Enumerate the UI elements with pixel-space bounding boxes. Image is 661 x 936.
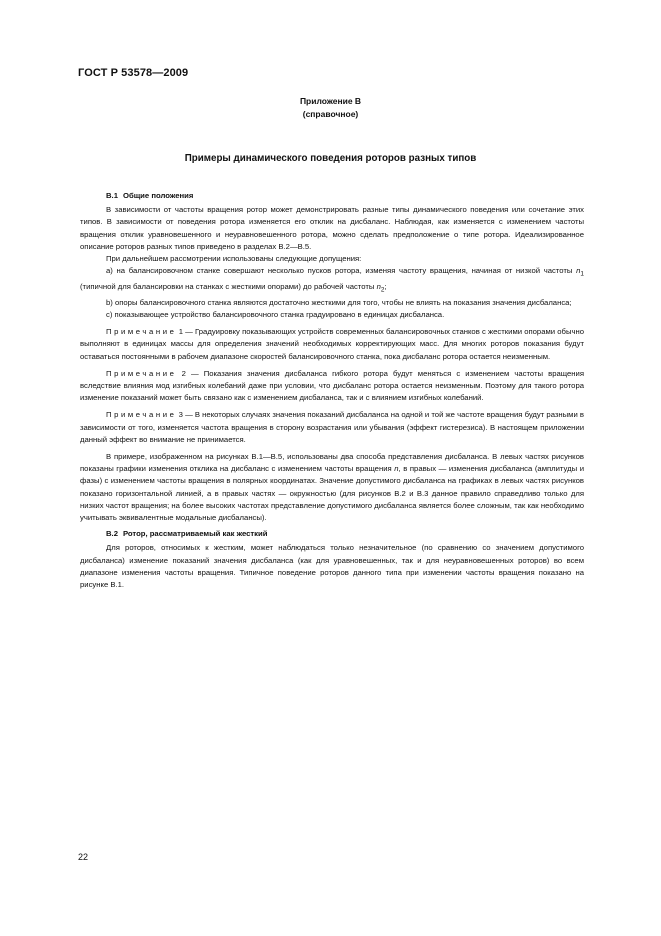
document-body (80, 190, 584, 591)
section-title: Ротор, рассматриваемый как жесткий (122, 529, 268, 539)
note-label: Примечание (106, 368, 177, 378)
list-item-c: c) показывающее устройство балансировочного станка градуировано в единицах дисбаланса. (106, 309, 445, 319)
paragraph: Для роторов, относимых к жестким, может наблюдаться только незначительное (по сравнению со значением допустимого дисбаланса) изменение показаний значения дисбаланса (как для уравновешенных, так и для неуравновешенных роторов) во всем диапазоне изменения частоты вращения. Типичное поведение роторов данного типа при изменении частоты вращения показано на рисунке В.1. (80, 543, 584, 589)
note-label: Примечание (106, 327, 177, 337)
section-title: Общие положения (122, 191, 194, 200)
note-3: Примечание 3 — В некоторых случаях значения показаний дисбаланса на одной и той же частоте вращения будут разными в зависимости от того, изменяется частота вращения в сторону возрастания или убывания (эффект гистерезиса). В настоящем приложении данный эффект во внимание не принимается. (80, 410, 584, 444)
section-heading-b1 (80, 190, 584, 202)
paragraph: При дальнейшем рассмотрении использованы следующие допущения: (106, 254, 362, 264)
standard-header: ГОСТ Р 53578—2009 (78, 67, 189, 79)
annex-main-title: Примеры динамического поведения роторов разных типов (184, 153, 477, 164)
list-item-b: b) опоры балансировочного станка являются достаточно жесткими для того, чтобы не влиять на показания значения дисбаланса; (106, 297, 572, 307)
annex-title: Приложение В (299, 96, 362, 106)
section-heading-b2 (80, 528, 584, 540)
list-item-a: а) на балансировочном станке совершают несколько пусков ротора, изменяя частоту вращения, начиная от низкой частоты $n_1$ (типичной для балансировки на станках с жесткими опорами) до рабочей частоты $n_2$; (80, 266, 584, 294)
annex-status: (справочное) (302, 109, 359, 119)
note-label: Примечание (106, 410, 177, 420)
annex-heading (0, 95, 661, 121)
section-number: В.2 (106, 529, 118, 539)
paragraph: В зависимости от частоты вращения ротор может демонстрировать разные типы динамического поведения или сочетание этих типов. В зависимости от поведения ротора изменяется его отклик на дисбаланс. Наблюдая, как изменяется с изменением частоты вращения отклик уравновешенного и неуравновешенного ротора, можно сделать предположение о типе ротора. Идеализированное описание роторов разных типов приведено в разделах В.2—В.5. (80, 205, 584, 251)
paragraph: В примере, изображенном на рисунках В.1—В.5, использованы два способа представления дисбаланса. В левых частях рисунков показаны графики изменения отклика на дисбаланс с изменением частоты вращения n, в правых — изменения дисбаланса (амплитуды и фазы) с изменением частоты вращения в полярных координатах. Значение допустимого дисбаланса на графиках в левых частях рисунков показано горизонтальной линией, а в правых частях — окружностью (для рисунков В.2 и В.3 данное правило справедливо только для низких частот вращения; на более высоких частотах представление допустимого дисбаланса является более сложным, так как необходимо учитывать эквивалентные модальные дисбалансы). (80, 451, 584, 522)
page-number: 22 (78, 852, 89, 862)
note-1: Примечание 1 — Градуировку показывающих устройств современных балансировочных станков с жесткими опорами обычно выполняют в единицах массы для определения значений необходимых корректирующих масс. Для многих роторов показания будут оставаться постоянными в рабочем диапазоне скоростей балансировочного станка, пока дисбаланс ротора остается неизменным. (80, 327, 584, 361)
note-2: Примечание 2 — Показания значения дисбаланса гибкого ротора будут меняться с изменением частоты вращения вследствие влияния мод изгибных колебаний даже при условии, что дисбаланс ротора остается неизменным. Поэтому для такого ротора изменение показаний может быть связано как с изменением дисбаланса, так и с влиянием изгибных колебаний. (80, 368, 585, 403)
section-number: В.1 (106, 191, 118, 200)
